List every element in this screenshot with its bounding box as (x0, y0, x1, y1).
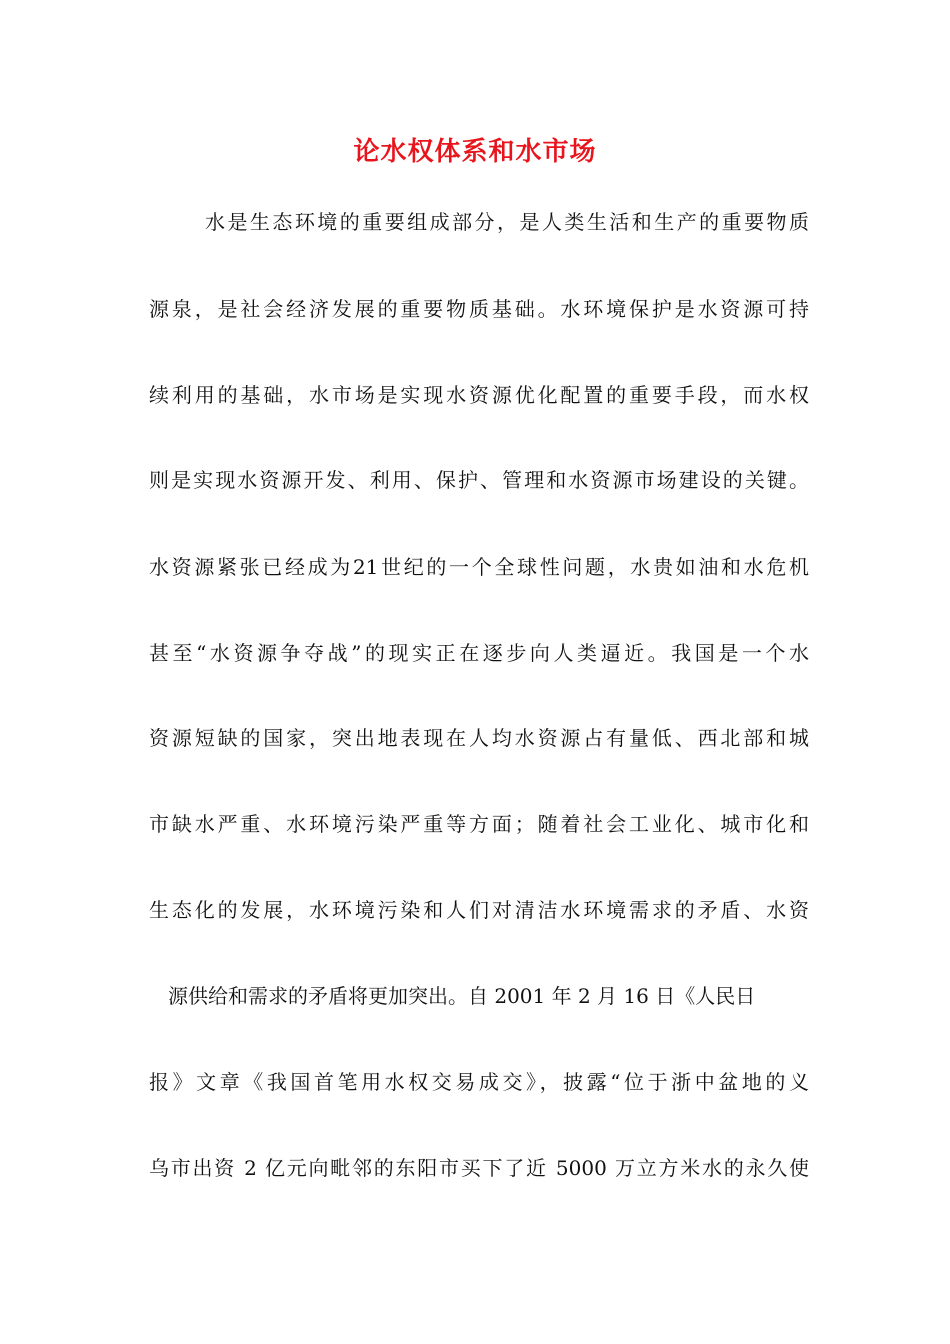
paragraph-line: 生态化的发展，水环境污染和人们对清洁水环境需求的矛盾、水资 (149, 898, 809, 922)
paragraph-line: 报》文章《我国首笔用水权交易成交》，披露“位于浙中盆地的义 (149, 1070, 809, 1094)
paragraph-line: 市缺水严重、水环境污染严重等方面；随着社会工业化、城市化和 (149, 812, 809, 836)
paragraph-line: 乌市出资 2 亿元向毗邻的东阳市买下了近 5000 万立方米水的永久使 (149, 1156, 809, 1180)
paragraph-line: 源泉，是社会经济发展的重要物质基础。水环境保护是水资源可持 (149, 297, 809, 321)
paragraph-line: 水资源紧张已经成为21世纪的一个全球性问题，水贵如油和水危机 (149, 555, 809, 579)
document-title: 论水权体系和水市场 (353, 137, 597, 167)
paragraph-line: 水是生态环境的重要组成部分，是人类生活和生产的重要物质 (205, 210, 809, 234)
paragraph-line: 则是实现水资源开发、利用、保护、管理和水资源市场建设的关键。 (149, 468, 809, 492)
paragraph-line: 资源短缺的国家，突出地表现在人均水资源占有量低、西北部和城 (149, 726, 809, 750)
paragraph-line: 甚至“水资源争夺战”的现实正在逐步向人类逼近。我国是一个水 (149, 641, 809, 665)
paragraph-line: 源供给和需求的矛盾将更加突出。自 2001 年 2 月 16 日《人民日 (168, 984, 756, 1008)
paragraph-line: 续利用的基础，水市场是实现水资源优化配置的重要手段，而水权 (149, 383, 809, 407)
